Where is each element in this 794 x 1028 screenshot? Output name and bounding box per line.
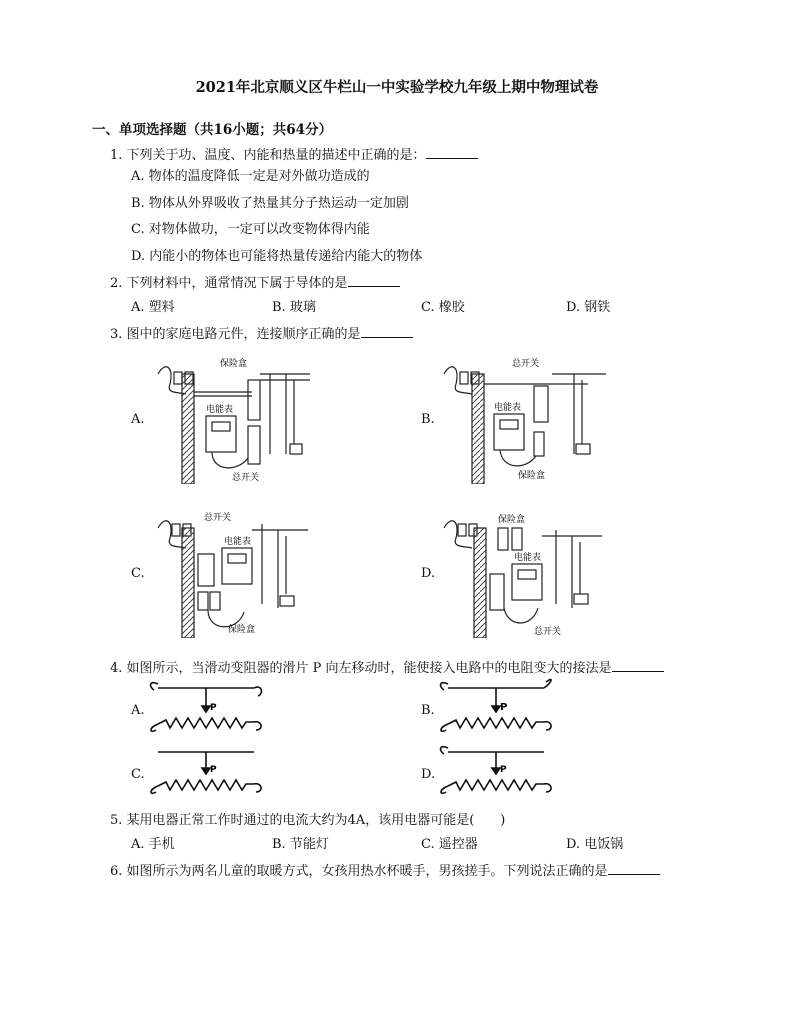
q3a-fuse-label: 保险盒 [220, 359, 248, 369]
q3c-fuse-label: 保险盒 [228, 625, 256, 635]
q4-label-b: B. [421, 703, 435, 718]
q4-label-a: A. [131, 703, 145, 718]
q3d-meter-label: 电能表 [514, 553, 542, 563]
q4b-slider-label: P [500, 702, 508, 713]
question-2-text: 2. 下列材料中，通常情况下属于导体的是 [110, 276, 348, 291]
q4a-slider-label: P [210, 703, 217, 713]
q3-figure-d [438, 508, 608, 638]
q3b-fuse-label: 保险盒 [518, 471, 546, 481]
q3-figure-a [152, 354, 312, 484]
q5-option-a: A. 手机 [131, 837, 175, 852]
q5-option-b: B. 节能灯 [272, 837, 329, 852]
q1-option-a: A. 物体的温度降低一定是对外做功造成的 [131, 169, 370, 184]
answer-blank [612, 659, 664, 672]
q4-figure-c [146, 744, 268, 800]
answer-blank [608, 862, 660, 875]
page-title: 2021年北京顺义区牛栏山一中实验学校九年级上期中物理试卷 [195, 79, 599, 96]
q3-label-b: B. [421, 412, 435, 427]
question-1-text: 1. 下列关于功、温度、内能和热量的描述中正确的是： [110, 148, 426, 163]
q2-option-a: A. 塑料 [131, 300, 175, 315]
q3d-switch-label: 总开关 [534, 627, 562, 637]
q5-option-c: C. 遥控器 [421, 837, 478, 852]
section-heading: 一、单项选择题（共16小题；共64分） [92, 122, 333, 138]
q3-label-a: A. [131, 412, 145, 427]
question-6-stem [110, 860, 660, 879]
q3-figure-c [152, 508, 312, 638]
q3c-meter-label: 电能表 [224, 537, 252, 547]
q4-figure-b [436, 678, 558, 738]
q4d-slider-label: P [500, 765, 507, 775]
q3-label-c: C. [131, 566, 145, 581]
question-4-text: 4. 如图所示，当滑动变阻器的滑片 P 向左移动时，能使接入电路中的电阻变大的接法是 [110, 661, 612, 676]
q4-figure-d [436, 744, 558, 800]
answer-blank [348, 274, 400, 287]
q4c-slider-label: P [210, 765, 217, 775]
q3-label-d: D. [421, 566, 436, 581]
q3a-switch-label: 总开关 [232, 473, 260, 483]
q2-option-b: B. 玻璃 [272, 300, 316, 315]
q3d-fuse-label: 保险盒 [498, 515, 526, 525]
answer-blank [361, 325, 413, 338]
q3-figure-b [438, 354, 608, 484]
q2-option-d: D. 钢铁 [566, 300, 611, 315]
q2-option-c: C. 橡胶 [421, 300, 465, 315]
q4-label-d: D. [421, 767, 436, 782]
question-2-stem [110, 272, 400, 291]
question-5-stem: 5. 某用电器正常工作时通过的电流大约为4A，该用电器可能是( ) [110, 813, 506, 828]
q4-figure-a [146, 680, 268, 736]
q1-option-d: D. 内能小的物体也可能将热量传递给内能大的物体 [131, 249, 423, 264]
answer-blank [426, 146, 478, 159]
q1-option-b: B. 物体从外界吸收了热量其分子热运动一定加剧 [131, 196, 409, 211]
q3b-switch-label: 总开关 [512, 359, 540, 369]
question-6-text: 6. 如图所示为两名儿童的取暖方式，女孩用热水杯暖手，男孩搓手。下列说法正确的是 [110, 864, 608, 879]
question-1-stem [110, 144, 478, 163]
question-4-stem [110, 657, 664, 676]
q3c-switch-label: 总开关 [204, 513, 232, 523]
question-3-text: 3. 图中的家庭电路元件，连接顺序正确的是 [110, 327, 361, 342]
q4-label-c: C. [131, 767, 145, 782]
question-3-stem [110, 323, 413, 342]
q3a-meter-label: 电能表 [206, 405, 234, 415]
q3b-meter-label: 电能表 [494, 403, 522, 413]
q5-option-d: D. 电饭锅 [566, 837, 624, 852]
q1-option-c: C. 对物体做功，一定可以改变物体得内能 [131, 222, 370, 237]
